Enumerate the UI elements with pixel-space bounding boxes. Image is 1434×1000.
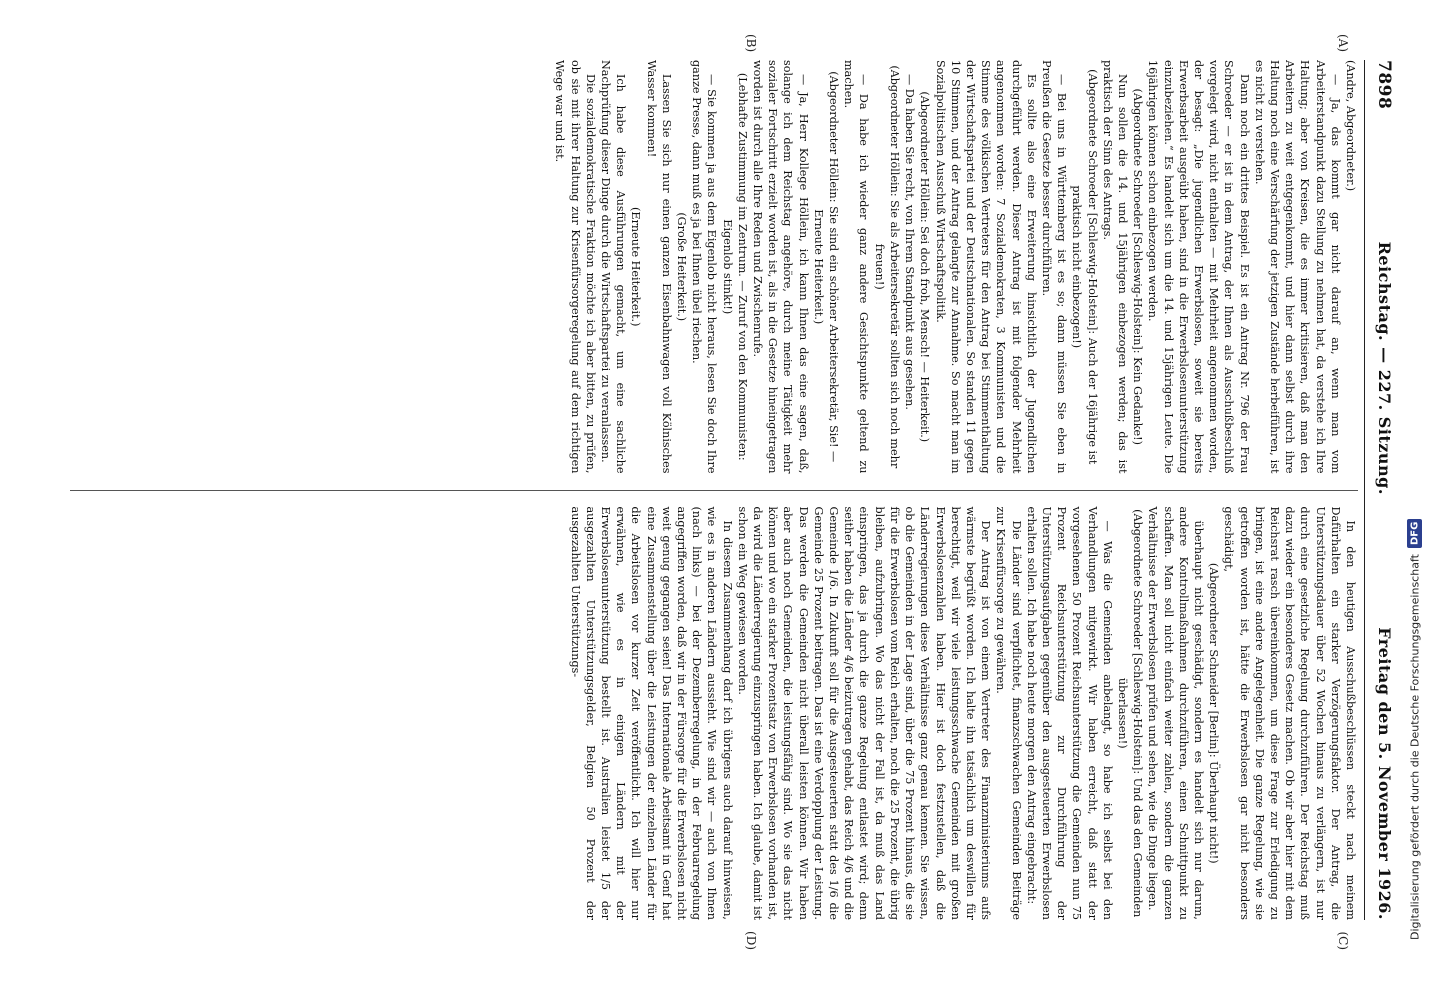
- left-column-paragraph: Die sozialdemokratische Fraktion möchte ich aber bitten, zu prüfen, ob sie mit ihrer Haltung zur Krisenfürsorgeregelung auf dem richtigen Wege war und ist.: [553, 60, 597, 474]
- right-column-paragraph: In den heutigen Ausschußbeschlüssen steckt nach meinem Dafürhalten ein starker Verzögerungsfaktor. Der Antrag, die Unterstützungsdauer über 52 Wochen hinaus zu verlängern, ist nur durch eine gesetzliche Regelung durchzuführen. Der Reichstag muß dazu wieder ein besonderes Gesetz machen. Ob wir aber hier mit dem Reichsrat rasch übereinkommen, um diese Frage zur Erledigung zu bringen, ist eine andere Angelegenheit. Die ganze Regelung, wie sie getroffen worden ist, hätte die Erwerbslosen gar nicht besonders geschädigt,: [1222, 506, 1357, 920]
- column-divider: [70, 490, 1358, 491]
- left-column-paragraph: Lassen Sie sich nur einen ganzen Eisenbahnwagen voll Kölnisches Wasser kommen!: [644, 60, 673, 474]
- left-column-paragraph: (Abgeordnete Schroeder [Schleswig-Holstein]: Kein Gedanke!): [1131, 88, 1145, 445]
- margin-marker-a: (A): [1336, 34, 1350, 53]
- left-column-paragraph: (Lebhafte Zustimmung im Zentrum. — Zuruf von den Kommunisten: Eigenlob stinkt!): [720, 72, 749, 461]
- session-title: Reichstag. — 227. Sitzung.: [1375, 241, 1394, 495]
- left-column-paragraph: Ich habe diese Ausführungen gemacht, um eine sachliche Nachprüfung dieser Dinge durch die Wirtschaftspartei zu veranlassen.: [599, 60, 628, 474]
- dfg-logo: DFG: [1408, 519, 1423, 548]
- left-column-paragraph: (Erneute Heiterkeit.): [629, 207, 643, 327]
- right-column-paragraph: (Abgeordneter Schneider [Berlin]: Überhaupt nicht!): [1207, 562, 1221, 864]
- left-column-paragraph: (Abgeordneter Höllein: Sie als Arbeitersekretär sollten sich noch mehr freuen!): [872, 65, 901, 469]
- left-column-paragraph: Dann noch ein drittes Beispiel. Es ist ein Antrag Nr. 796 der Frau Schroeder — er ist in dem Antrag, der Ihnen als Ausschußbeschluß vorgelegt wird, nicht enthalten — mit Mehrheit angenommen worden, der besagt: „Die jugendlichen Erwerbslosen, soweit sie bereits Erwerbsarbeit ausgeübt haben, sind in die Erwerbslosenunterstützung einzubeziehen.“ Es handelt sich um die 14. und 15jährigen Leute. Die 16jährigen können schon einbezogen werden.: [1146, 60, 1251, 474]
- left-column-paragraph: Nun sollen die 14. und 15jährigen einbezogen werden; das ist praktisch der Sinn des Antrags.: [1100, 60, 1129, 474]
- right-column-paragraph: Die Länder sind verpflichtet, finanzschwachen Gemeinden Beiträge zur Krisenfürsorge zu gewähren.: [994, 506, 1023, 920]
- left-column: [70, 34, 1358, 474]
- left-column-paragraph: (Abgeordneter Höllein: Sie sind ein schöner Arbeitersekretär, Sie! — Erneute Heiterkeit.): [811, 71, 841, 463]
- right-column: [70, 506, 1358, 950]
- text-columns: [70, 34, 1358, 950]
- page-header: [1364, 60, 1394, 920]
- margin-marker-d: (D): [744, 931, 758, 950]
- margin-marker-b: (B): [744, 34, 758, 53]
- digitization-credit: [1402, 40, 1428, 940]
- left-column-paragraph: — Da haben Sie recht, von Ihrem Standpunkt aus gesehen.: [903, 74, 917, 410]
- left-column-paragraph: (Andre, Abgeordneter.): [1344, 60, 1357, 192]
- right-column-paragraph: Der Antrag ist von einem Vertreter des Finanzministeriums aufs wärmste begrüßt worden. Ich halte ihn tatsächlich um deswillen für berechtigt, weil wir viele leistungsschwache Gemeinden mit großen Erwerbslosenzahlen haben. Hier ist doch festzustellen, daß die Länderregierungen diese Verhältnisse ganz genau kennen. Sie wissen, ob die Gemeinden in der Lage sind, über die 75 Prozent hinaus, die sie für die Erwerbslosen vom Reich erhalten, noch die 25 Prozent, die übrig bleiben, aufzubringen. Wo das nicht der Fall ist, da muß das Land einspringen, das ja durch die ganze Regelung entlastet wird; denn seither haben die Länder 4/6 beizutragen gehabt, das Reich 4/6 und die Gemeinde 1/6. In Zukunft soll für die Ausgesteuerten statt des 1/6 die Gemeinde 25 Prozent beitragen. Das ist eine Verdopplung der Leistung. Das werden die Gemeinden nicht überall leisten können. Wir haben aber auch noch Gemeinden, die leistungsfähig sind. Wo sie das nicht können und wo ein starker Prozentsatz von Erwerbslosen vorhanden ist, da wird die Länderregierung einzuspringen haben. Ich glaube, damit ist schon ein Weg gewiesen worden.: [735, 506, 993, 920]
- session-date: Freitag den 5. November 1926.: [1375, 627, 1394, 920]
- page-number: 7898: [1374, 60, 1394, 110]
- left-column-paragraph: (Abgeordnete Schroeder [Schleswig-Holstein]: Auch der 16jährige ist praktisch nicht einbezogen!): [1070, 69, 1099, 465]
- left-column-paragraph: — Da habe ich wieder ganz andere Gesichtspunkte geltend zu machen.: [842, 60, 871, 474]
- margin-marker-c: (C): [1336, 931, 1350, 950]
- left-column-paragraph: (Große Heiterkeit.): [675, 212, 689, 322]
- right-column-paragraph: — Was die Gemeinden anbelangt, so habe ich selbst bei den Verhandlungen mitgewirkt. Wir haben erreicht, daß statt der vorgesehenen 50 Prozent Reichsunterstützung die Gemeinden nun 75 Prozent Reichsunterstützung zur Durchführung der Unterstützungsaufgaben gegenüber den ausgesteuerten Erwerbslosen erhalten sollen. Ich habe noch heute morgen den Antrag eingebracht:: [1024, 506, 1114, 920]
- left-column-paragraph: — Ja, Herr Kollege Höllein, ich kann Ihnen das eine sagen, daß, solange ich dem Reichstag angehöre, durch meine Tätigkeit mehr sozialer Fortschritt erzielt worden ist, als in die Gesetze hineingetragen worden ist durch alle Ihre Reden und Zwischenrufe.: [751, 60, 810, 474]
- left-column-paragraph: — Sie kommen ja aus dem Eigenlob nicht heraus, lesen Sie doch Ihre ganze Presse, dann muß es ja bei Ihnen übel riechen.: [690, 60, 719, 474]
- left-column-paragraph: (Abgeordneter Höllein: Sei doch froh, Mensch! — Heiterkeit.): [918, 91, 932, 443]
- right-column-paragraph: In diesem Zusammenhang darf ich übrigens auch darauf hinweisen, wie es in anderen Ländern aussieht. Wie sind wir — auch von Ihnen (nach links) — bei der Dezemberregelung, in der Februarregelung angegriffen worden, daß wir in der Fürsorge für die Erwerbslosen nicht weit genug gegangen seien! Das Internationale Arbeitsamt in Genf hat eine Zusammenstellung über die Leistungen der einzelnen Länder für die Arbeitslosen vor kurzer Zeit veröffentlicht. Ich will hier nur erwähnen, wie es in einigen Ländern mit der Erwerbslosenunterstützung bestellt ist. Australien leistet 1/5 der ausgezahlten Unterstützungsgelder, Belgien 50 Prozent der ausgezahlten Unterstützungs-: [568, 506, 734, 920]
- credit-text: Digitalisierung gefördert durch die Deutsche Forschungsgemeinschaft: [1408, 554, 1422, 940]
- left-column-paragraph: — Ja, das kommt gar nicht darauf an, wenn man vom Arbeiterstandpunkt dazu Stellung zu nehmen hat, da verstehe ich Ihre Haltung; aber von Kreisen, die es immer kritisieren, daß man den Arbeitern zu weit entgegenkommt, und hier dann selbst durch ihre Haltung noch eine Verschärfung der jetzigen Zustände herbeiführen, ist es nicht zu verstehen.: [1252, 60, 1342, 474]
- right-column-paragraph: überhaupt nicht geschädigt, sondern es handelt sich nur darum, andere Kontrollmaßnahmen durchzuführen, einen Schnittpunkt zu schaffen. Man soll nicht einfach weiter zahlen, sondern die ganzen Verhältnisse der Erwerbslosen prüfen und sehen, wie die Dinge liegen.: [1146, 506, 1205, 920]
- left-column-paragraph: — Bei uns in Württemberg ist es so; dann müssen Sie eben in Preußen die Gesetze besser durchführen.: [1039, 60, 1069, 474]
- right-column-paragraph: (Abgeordnete Schroeder [Schleswig-Holstein]: Und das den Gemeinden überlassen!): [1115, 509, 1145, 918]
- left-column-paragraph: Es sollte also eine Erweiterung hinsichtlich der Jugendlichen durchgeführt werden. Dieser Antrag ist mit folgender Mehrheit angenommen worden: 7 Sozialdemokraten, 3 Kommunisten und die Stimme des völkischen Vertreters für den Antrag bei Stimmenthaltung der Wirtschaftspartei und der Deutschnationalen. So standen 11 gegen 10 Stimmen, und der Antrag gelangte zur Annahme. So macht man im Sozialpolitischen Ausschuß Wirtschaftspolitik.: [933, 60, 1038, 474]
